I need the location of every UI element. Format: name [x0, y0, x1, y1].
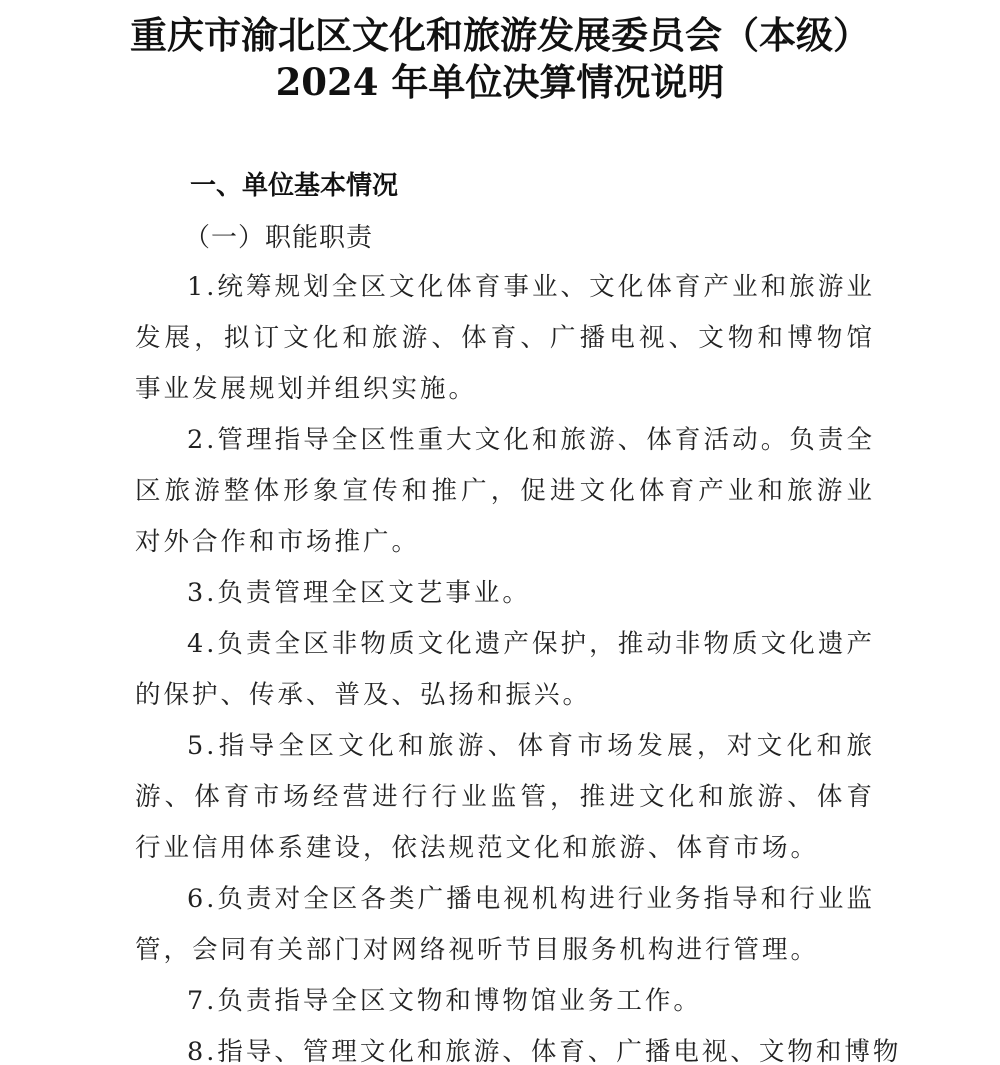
paragraph-8: 8.指导、管理文化和旅游、体育、广播电视、文物和博物 [187, 1037, 902, 1065]
paragraph-7: 7.负责指导全区文物和博物馆业务工作。 [187, 986, 702, 1016]
document-title-line-1: 重庆市渝北区文化和旅游发展委员会（本级） [130, 13, 870, 57]
paragraph-5: 5.指导全区文化和旅游、体育市场发展，对文化和旅游、体育市场经营进行行业监管，推进文化和旅游、体育行业信用体系建设，依法规范文化和旅游、体育市场。 [135, 731, 875, 863]
paragraph-6: 6.负责对全区各类广播电视机构进行业务指导和行业监管，会同有关部门对网络视听节目服务机构进行管理。 [135, 884, 875, 965]
paragraph-4: 4.负责全区非物质文化遗产保护，推动非物质文化遗产的保护、传承、普及、弘扬和振兴。 [135, 629, 875, 710]
document-title-line-2: 2024 年单位决算情况说明 [275, 60, 725, 104]
paragraph-1: 1.统筹规划全区文化体育事业、文化体育产业和旅游业发展，拟订文化和旅游、体育、广播电视、文物和博物馆事业发展规划并组织实施。 [135, 272, 875, 404]
body-text [135, 262, 902, 1065]
subsection-heading-functions: （一）职能职责 [184, 223, 374, 253]
paragraph-2: 2.管理指导全区性重大文化和旅游、体育活动。负责全区旅游整体形象宣传和推广，促进文化体育产业和旅游业对外合作和市场推广。 [135, 425, 875, 557]
paragraph-3: 3.负责管理全区文艺事业。 [187, 578, 531, 608]
section-heading-basic-info: 一、单位基本情况 [190, 171, 399, 201]
